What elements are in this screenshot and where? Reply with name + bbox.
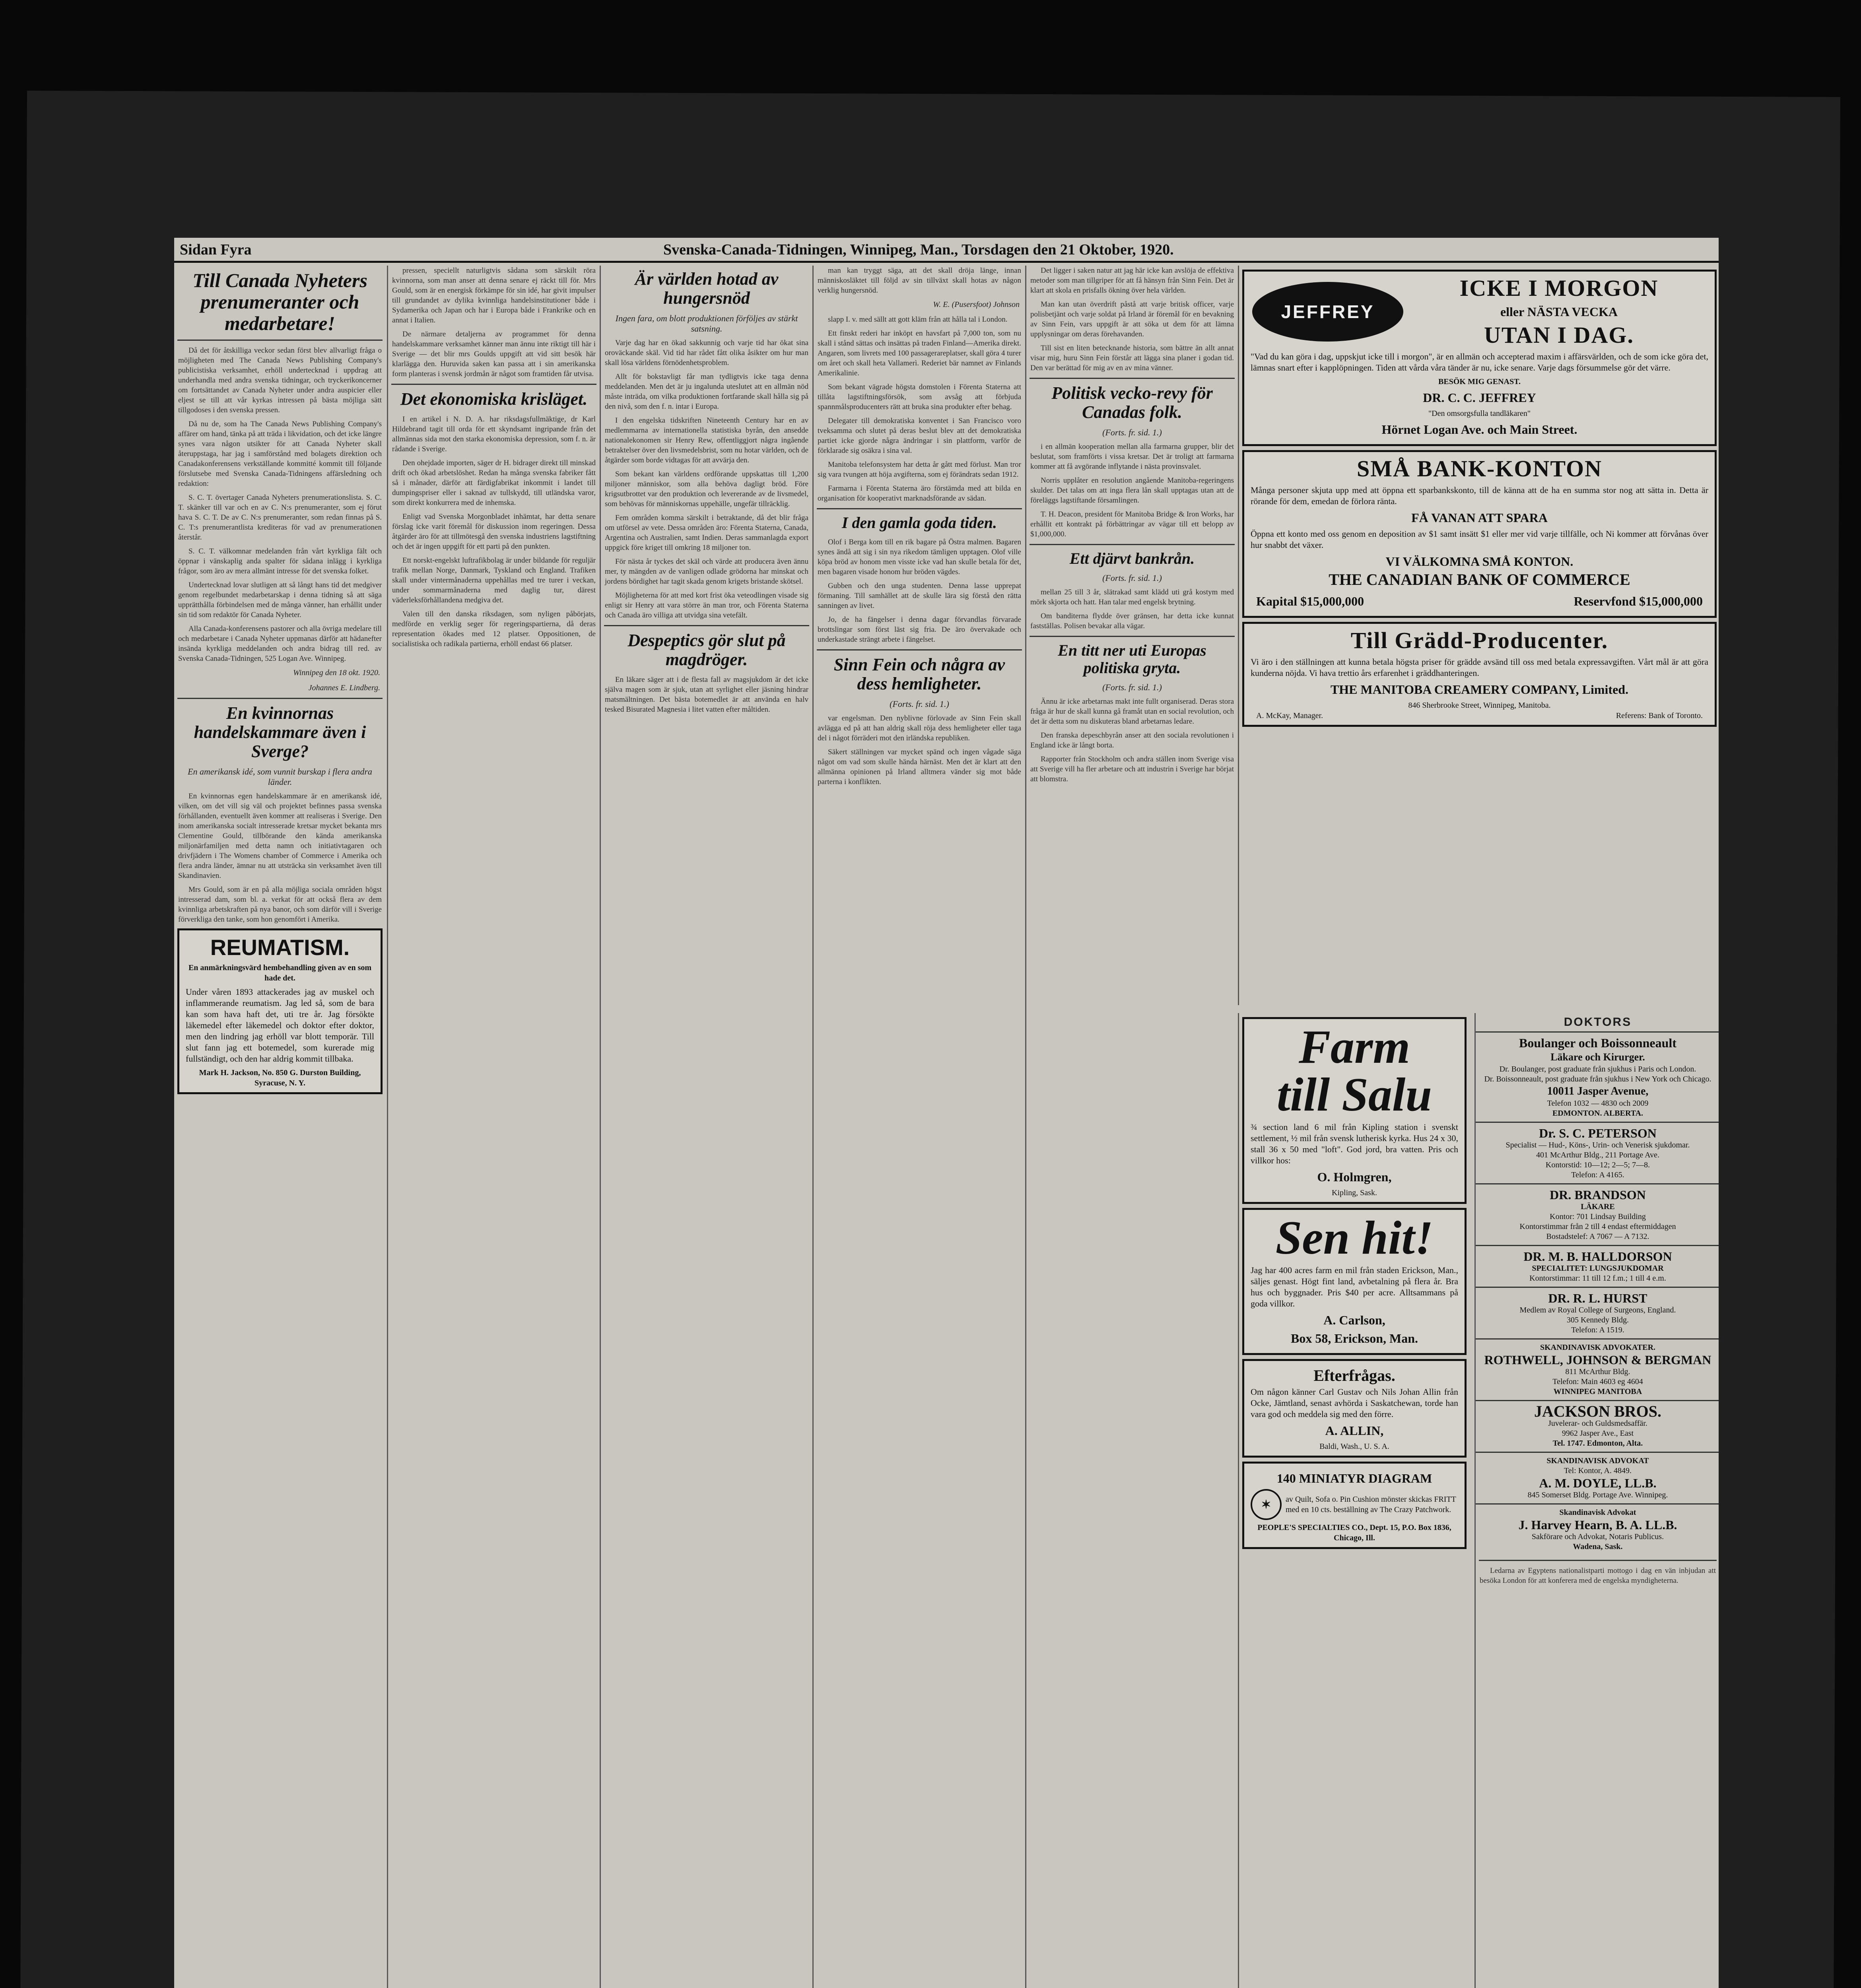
headline: En titt ner uti Europas politiska gryta. xyxy=(1058,641,1206,677)
subheadline: (Forts. fr. sid. 1.) xyxy=(1102,573,1162,583)
rheumatism-ad xyxy=(177,928,383,1094)
article-paragraph: Mrs Gould, som är en på alla möjliga sociala områden högst intresserad dam, som bl. a. verkat för att också flera av dem kvinnliga arbetskraften på nya banor, och som därför vill i Sverige förverkliga den tanke, som hon genomfört i Amerika. xyxy=(178,885,382,924)
ad-contact: A. ALLIN, xyxy=(1325,1423,1384,1438)
directory-entry: Boulanger och Boissonneault Läkare och Kirurger. Dr. Boulanger, post graduate från sjukhus i Paris och London. Dr. Boissonneault, post graduate från sjukhus i New York och Chicago. 10011 Jasper Avenue, Telefon 1032 — 4830 och 2009 EDMONTON. ALBERTA. xyxy=(1476,1031,1719,1122)
subheadline: (Forts. fr. sid. 1.) xyxy=(890,699,949,709)
headline: Sinn Fein och några av dess hemligheter. xyxy=(833,655,1005,693)
article-paragraph: Då nu de, som ha The Canada News Publishing Company's affärer om hand, tänka på att träda i likvidation, och det icke längre synes vara någon utsikter för att Canada Nyheter skall återuppstaga, har jag i samförstånd med bolagets direktion och Canadakonferensens verkställande kommitté kommit till följande förslutsebe med Svenska Canada-Tidningens affärsledning och redaktion: xyxy=(178,420,382,488)
bank-ad xyxy=(1242,450,1717,618)
ad-headline: eller NÄSTA VECKA xyxy=(1500,305,1618,319)
article-paragraph: Till sist en liten betecknande historia, som bättre än allt annat visar mig, huru Sinn Fein förstår att lägga sina planer i godan tid. Den var berättad för mig av en av mina vänner. xyxy=(1030,344,1234,372)
article-paragraph: Manitoba telefonsystem har detta år gått med förlust. Man tror sig vara tvungen att höja avgifterna, som ej förändrats sedan 1912. xyxy=(818,460,1021,479)
newspaper-title-line: Svenska-Canada-Tidningen, Winnipeg, Man., Torsdagen den 21 Oktober, 1920. xyxy=(663,241,1174,258)
ad-headline: SMÅ BANK-KONTON xyxy=(1356,456,1603,481)
ad-body: "Vad du kan göra i dag, uppskjut icke till i morgon", är en allmän och accepterad maxim i affärsvärlden, och de som icke göra det, lämnas snart efter i kapplöpningen. Tiden att vårda våra tänder är nu, icke senare. Varje dags försummelse gör det värre. xyxy=(1251,351,1708,373)
article-paragraph: Norris upplåter en resolution angående Manitoba-regeringens skulder. Det talas om att inga flera lån skall upptagas utan att de föreläggs lagstiftande församlingen. xyxy=(1030,476,1234,505)
sign-name: Johannes E. Lindberg. xyxy=(308,683,380,692)
newspaper-page xyxy=(174,238,1719,1988)
article-paragraph: Om banditerna flydde över gränsen, har detta icke kunnat fastställas. Polisen bevakar alla vägar. xyxy=(1030,612,1234,630)
article-paragraph: S. C. T. välkomnar medelanden från vårt kyrkliga fält och öppnar i vänskaplig anda spalter för sådana inlägg i kyrkliga frågor, som äro av mera allmänt intresse för det svenska folket. xyxy=(178,547,382,575)
article-paragraph: Ledarna av Egyptens nationalistparti mottogo i dag en vän inbjudan att besöka London för att konferera med de engelska myndigheterna. xyxy=(1480,1567,1716,1585)
article-paragraph: En kvinnornas egen handelskammare är en amerikansk idé, vilken, om det vill sig väl och projektet befinnes passa svenska förhållanden, eventuellt även kommer att realiseras i Sverige. Den inom amerikanska socialt intresserade kretsar mycket bekanta mrs Clementine Gould, tillbörande den kända amerikanska miljonärfamiljen med detta namn och initiativtagaren och drivfjädern i The Womens chamber of Commerce i Amerika och flera andra länder, ämnar nu att utsträcka sin verksamhet även till Skandinavien. xyxy=(178,792,382,880)
column-4 xyxy=(812,266,1025,1988)
article-paragraph: Fem områden komma särskilt i betraktande, då det blir fråga om utförsel av vete. Dessa områden äro: Förenta Staterna, Canada, Argentina och Australien, samt Indien. Deras sammanlagda export uppgick före kriget till omkring 18 miljoner ton. xyxy=(605,514,808,552)
article-paragraph: De närmare detaljerna av programmet för denna handelskammare verksamhet känner man ännu inte riktigt till här i Sverige — det blir mrs Goulds uppgift att vid sitt besök här klarlägga den. Huruvida saken kan passa att i sin amerikanska form planteras i svensk jordmån är något som framtiden får utvisa. xyxy=(392,330,596,378)
article-paragraph: Enligt vad Svenska Morgonbladet inhämtat, har detta senare förslag icke varit föremål för diskussion inom regeringen. Dessa åtgärder äro för att tillmötesgå den svenska industriens lagstiftning och det är ingen uppgift för ett parti på den punkten. xyxy=(392,513,596,551)
article-paragraph: Som bekant kan världens ordförande uppskattas till 1,200 miljoner människor, som alla behöva dagligt bröd. Före krigsutbrottet var den produktion och levererande av de livsmedel, som behövas för människornas uppehälle, ungefär tillräcklig. xyxy=(605,470,808,508)
article-paragraph: Alla Canada-konferensens pastorer och alla övriga medelare till och medarbetare i Canada Nyheter uppmanas därför att hädanefter insända kyrkliga meddelanden och andra bidrag till red. av Svenska Canada-Tidningen, 525 Logan Ave. Winnipeg. xyxy=(178,625,382,663)
ad-headline: Till Grädd-Producenter. xyxy=(1350,627,1608,653)
directory-entry: DR. M. B. HALLDORSON SPECIALITET: LUNGSJUKDOMAR Kontorstimmar: 11 till 12 f.m.; 1 till 4 e.m. xyxy=(1476,1245,1719,1287)
ad-address: Hörnet Logan Ave. och Main Street. xyxy=(1381,422,1577,437)
page-label: Sidan Fyra xyxy=(180,241,252,258)
creamery-ad xyxy=(1242,622,1717,727)
ad-headline: FÅ VANAN ATT SPARA xyxy=(1411,511,1548,525)
article-paragraph: Gubben och den unga studenten. Denna lasse upprepat förmaning. Till samhället att de skulle lära sig förstå den rätta sanningen av livet. xyxy=(818,582,1021,610)
directory-entry: JACKSON BROS. Juvelerar- och Guldsmedsaffär. 9962 Jasper Ave., East Tel. 1747. Edmonton, Alta. xyxy=(1476,1400,1719,1452)
directory-entry: DR. R. L. HURST Medlem av Royal College of Surgeons, England. 305 Kennedy Bldg. Telefon: A 1519. xyxy=(1476,1287,1719,1338)
sign-date: Winnipeg den 18 okt. 1920. xyxy=(293,668,380,677)
article-paragraph: man kan tryggt säga, att det skall dröja länge, innan människosläktet till följd av sin tillväxt skall hotas av någon verklig hungersnöd. xyxy=(818,266,1021,295)
column-2 xyxy=(387,266,600,1988)
article-paragraph: mellan 25 till 3 år, slätrakad samt klädd uti grå kostym med mörk skjorta och hatt. Han talar med engelsk brytning. xyxy=(1030,588,1234,606)
article-paragraph: En läkare säger att i de flesta fall av magsjukdom är det icke själva magen som är sjuk, utan att syrlighet eller jäsning hindrar matsmältningen. Det bästa botemedlet är att använda en halv tesked Bisurated Magnesia i litet vatten efter måltiden. xyxy=(605,676,808,714)
headline: Är världen hotad av hungersnöd xyxy=(635,269,779,308)
ad-body: Öppna ett konto med oss genom en deposition av $1 samt insätt $1 eller mer vid varje tillfälle, och Ni kommer att förvånas över hur snabbt det växer. xyxy=(1251,529,1708,550)
article-paragraph: i en allmän kooperation mellan alla farmarna grupper, blir det beslutat, som framförts i vissa kretsar. Det är troligt att farmarna kommer att få avgörande inflytande i nästa provinsvalet. xyxy=(1030,443,1234,471)
headline: I den gamla goda tiden. xyxy=(841,514,997,532)
ad-headline: till Salu xyxy=(1276,1068,1432,1121)
headline: Det ekonomiska krisläget. xyxy=(400,389,588,409)
column-6-ads xyxy=(1238,266,1719,1005)
article-paragraph: Varje dag har en ökad sakkunnig och varje tid har ökat sina oroväckande skäl. Vid tid har rådet fått olika åsikter om hur man skall lösa världens förnödenhetsproblem. xyxy=(605,339,808,367)
ad-body: Om någon känner Carl Gustav och Nils Johan Allin från Ocke, Jämtland, senast avhörda i Saskatchewan, torde han vara god och meddela sig med den förre. xyxy=(1251,1387,1458,1419)
article-paragraph: slapp I. v. med sällt att gott kläm från att hålla tal i London. xyxy=(828,315,1008,324)
quilt-diagram-icon: ✶ av Quilt, Sofa o. Pin Cushion mönster skickas FRITT med en 10 cts. beställning av The Crazy Patchwork. xyxy=(1251,1489,1458,1520)
directory-entry: Skandinavisk Advokat J. Harvey Hearn, B. A. LL.B. Sakförare och Advokat, Notaris Publicus. Wadena, Sask. xyxy=(1476,1503,1719,1555)
ad-contact: Box 58, Erickson, Man. xyxy=(1290,1331,1418,1345)
diagram-ad xyxy=(1242,1462,1467,1549)
article-paragraph: Den franska depeschbyrån anser att den sociala revolutionen i England icke är långt borta. xyxy=(1030,731,1234,749)
article-paragraph: Allt för bokstavligt får man tydligtvis icke taga denna meddelanden. Men det är ju ingalunda uteslutet att en allmän nöd måste inträda, om vilka produktionen fortfarande skall hålla sig på den nivå, som den f. n. intar i Europa. xyxy=(605,373,808,411)
article-paragraph: Den ohejdade importen, säger dr H. bidrager direkt till minskad drift och ökad arbetslöshet. Redan ha många svenska fabriker fått så i månader, därför att färdigfabrikat inkommit i landet till dumpingspriser eller i saknad av tullskydd, till utländska varor, som direkt konkurrera med de inhemska. xyxy=(392,459,596,507)
ad-headline: Farm xyxy=(1298,1020,1410,1073)
ad-body: ¾ section land 6 mil från Kipling station i svenskt settlement, ½ mil från svensk lutherisk kyrka. Hus 24 x 30, stall 36 x 50 med "loft". God jord, bra vatten. Pris och villkor hos: xyxy=(1251,1122,1458,1165)
article-paragraph: Då det för åtskilliga veckor sedan först blev allvarligt fråga o möjligheten med The Canada News Publishing Company's publicistiska verksamhet, erhöll undertecknad i uppdrag att underhandla med andra svenska tidningar, och tryckerikoncerner om fortsättandet av Canada Nyheter under andra auspicier eller eljest se till att vår kyrkas intressen på bästa möjliga sätt tillgodoses i den svenska pressen. xyxy=(178,346,382,414)
directory-title: DOKTORS xyxy=(1564,1015,1632,1029)
directory-entry: DR. BRANDSON LÄKARE Kontor: 701 Lindsay Building Kontorstimmar från 2 till 4 endast eftermiddagen Bostadstelef: A 7067 — A 7132. xyxy=(1476,1183,1719,1245)
ad-cta: BESÖK MIG GENAST. xyxy=(1438,377,1521,386)
article-paragraph: I den engelska tidskriften Nineteenth Century har en av medlemmarna av internationella statistiska byrån, den ansedde nationalekonomen sir Henry Rew, offentliggjort några ingående betraktelser över den livsmedelsbrist, som nu hotar världen, och de åtgärder som borde vidtagas för att avvärja den. xyxy=(605,416,808,464)
article-paragraph: Undertecknad lovar slutligen att så långt hans tid det medgiver genom regelbundet medarbetarskap i denna tidning så att säga upprätthålla förbindelsen med de många vänner, han erhållit under sin tid som redaktör för Canada Nyheter. xyxy=(178,581,382,619)
ad-contact: Baldi, Wash., U. S. A. xyxy=(1319,1442,1389,1451)
sign-name: W. E. (Pusersfoot) Johnson xyxy=(933,300,1020,309)
jeffrey-logo: JEFFREY xyxy=(1252,282,1403,342)
ad-headline: VI VÄLKOMNA SMÅ KONTON. xyxy=(1385,554,1573,569)
article-paragraph: pressen, speciellt naturligtvis sådana som särskilt röra kvinnorna, som man anser att denna senare ej räckt till för. Mrs Gould, som är en energisk förkämpe för sin idé, har givit impulser till grundandet av dylika kvinnliga handelsinstitutioner både i Sydamerika och Japan och har i Europa både i Frankrike och en annat i Italien. xyxy=(392,266,596,324)
article-paragraph: Det ligger i saken natur att jag här icke kan avslöja de effektiva metoder som man tillgriper för att få hänsyn från Sinn Fein. Det är klart att skola en prisfalls ökning över hela världen. xyxy=(1030,266,1234,295)
article-paragraph: Ett norskt-engelskt luftrafikbolag är under bildande för reguljär trafik mellan Norge, Danmark, Tyskland och England. Trafiken skall under vintermånaderna uppehållas med tre turer i veckan, under sommarmånaderna med daglig tur, därest väderleksförhållandena medgiva det. xyxy=(392,556,596,604)
wanted-ad xyxy=(1242,1359,1467,1458)
subheadline: (Forts. fr. sid. 1.) xyxy=(1102,427,1162,437)
article-paragraph: S. C. T. övertager Canada Nyheters prenumerationslista. S. C. T. skänker till var och en av C. N:s prenumeranter, som ej förut hava S. C. T. De av C. N:s prenumeranter, som redan finnas på S. C. T:s prenumerantlista krediteras för vad av prenumerationen återstår. xyxy=(178,493,382,542)
column-3 xyxy=(600,266,812,1988)
ad-tagline: "Den omsorgsfulla tandläkaren" xyxy=(1428,409,1531,418)
subheadline: En amerikansk idé, som vunnit burskap i flera andra länder. xyxy=(188,767,372,787)
bank-name: THE CANADIAN BANK OF COMMERCE xyxy=(1329,571,1630,588)
article-paragraph: Rapporter från Stockholm och andra ställen inom Sverige visa att Sverige vill ha fler arbetare och att industrin i Sverige har börjat att blomstra. xyxy=(1030,755,1234,783)
ad-headline: 140 MINIATYR DIAGRAM xyxy=(1276,1471,1432,1485)
directory-entry: Dr. S. C. PETERSON Specialist — Hud-, Köns-, Urin- och Venerisk sjukdomar. 401 McArthur Bldg., 211 Portage Ave. Kontorstid: 10—12; 2—5; 7—8. Telefon: A 4165. xyxy=(1476,1122,1719,1183)
ad-headline: UTAN I DAG. xyxy=(1484,322,1634,348)
sen-hit-ad xyxy=(1242,1208,1467,1355)
farm-sale-ad xyxy=(1242,1017,1467,1204)
creamery-name: THE MANITOBA CREAMERY COMPANY, Limited. xyxy=(1330,682,1629,697)
column-5 xyxy=(1025,266,1238,1988)
article-paragraph: Ännu är icke arbetarnas makt inte fullt organiserad. Deras stora fråga är hur de skall kunna gå framåt utan en social revolution, och det är detta som nu diskuteras bland arbetarnas ledare. xyxy=(1030,697,1234,726)
directory-entry: SKANDINAVISK ADVOKATER. ROTHWELL, JOHNSON & BERGMAN 811 McArthur Bldg. Telefon: Main 4603 eg 4604 WINNIPEG MANITOBA xyxy=(1476,1338,1719,1400)
column-7-ads xyxy=(1238,1013,1470,1988)
creamery-address: 846 Sherbrooke Street, Winnipeg, Manitoba. xyxy=(1408,701,1551,710)
ad-signature: Mark H. Jackson, No. 850 G. Durston Building, Syracuse, N. Y. xyxy=(199,1068,361,1087)
ad-subtitle: En anmärkningsvärd hembehandling given av en som hade det. xyxy=(188,963,372,982)
article-paragraph: Säkert ställningen var mycket spänd och ingen vågade säga något om vad som skulle hända härnäst. Men det är klart att den allmänna opinionen på Irland alltmera vänder sig mot både parterna i konflikten. xyxy=(818,748,1021,786)
article-paragraph: Farmarna i Förenta Staterna äro förstämda med att bilda en organisation för kooperativt marknadsförande av sädan. xyxy=(818,484,1021,503)
ad-headline: Efterfrågas. xyxy=(1313,1367,1395,1384)
ad-headline: Sen hit! xyxy=(1275,1211,1434,1264)
subheadline: Ingen fara, om blott produktionen förföljes av stärkt satsning. xyxy=(615,313,798,334)
directory-entry: SKANDINAVISK ADVOKAT Tel: Kontor, A. 4849. A. M. DOYLE, LL.B. 845 Somerset Bldg. Portage Ave. Winnipeg. xyxy=(1476,1452,1719,1503)
headline: Despeptics gör slut på magdröger. xyxy=(627,631,786,669)
article-paragraph: Man kan utan överdrift påstå att varje britisk officer, varje polisbetjänt och varje soldat på Irland är föremål för en bevakning av Sinn Fein, vars uppgift är att söka ut dem för att lämna upplysningar om deras förehavanden. xyxy=(1030,300,1234,338)
subheadline: (Forts. fr. sid. 1.) xyxy=(1102,682,1162,692)
article-paragraph: Som bekant vägrade högsta domstolen i Förenta Staterna att tillåta lagstiftningsförsök, som avsåg att förbjuda spannmålsproducenters rätt att bruka sina produkter efter behag. xyxy=(818,383,1021,411)
ad-headline: ICKE I MORGON xyxy=(1459,275,1659,301)
bank-reserve: Reservfond $15,000,000 xyxy=(1573,594,1703,608)
headline: Politisk vecko-revy för Canadas folk. xyxy=(1051,383,1213,422)
article-paragraph: var engelsman. Den nyblivne förlovade av Sinn Fein skall avlägga ed på att han aldrig skall röja dess hemligheter eller taga del i något förräderi mot den irländska republiken. xyxy=(818,714,1021,742)
ad-body: Under våren 1893 attackerades jag av muskel och inflammerande reumatism. Jag led så, som de bara kan som hava haft det, uti tre år. Jag försökte läkemedel efter läkemedel och doktor efter doktor, men den lindring jag erhöll var blott temporär. Till slut fann jag ett botemedel, som kurerade mig fullständigt, och den har aldrig kommit tillbaka. xyxy=(186,987,374,1064)
article-paragraph: För nästa år tyckes det skäl och värde att producera även ännu mer, ty mängden av de vanligen odlade grödorna har minskat och jordens bördighet har tagit skada genom krigets bristande skötsel. xyxy=(605,557,808,586)
article-paragraph: I en artikel i N. D. A. har riksdagsfullmäktige, dr Karl Hildebrand tagit till orda för ett skyndsamt ingripande från det allmännas sida mot den starka ekonomiska depression, som f. n. är rådande i Sverige. xyxy=(392,415,596,453)
article-paragraph: Ett finskt rederi har inköpt en havsfart på 7,000 ton, som nu skall i stånd sättas och insättas på traden Finland—Amerika direkt. Angaren, som livrets med 100 passagerareplatser, skall göra 4 turer om året och skall heta Vallamerì. Rederiet bär namnet av Finlands Amerikalinie. xyxy=(818,329,1021,377)
creamery-manager: A. McKay, Manager. xyxy=(1256,711,1323,720)
bank-capital: Kapital $15,000,000 xyxy=(1256,594,1364,608)
ad-body: Jag har 400 acres farm en mil från staden Erickson, Man., säljes genast. Högt fint land, avbetalning på flera år. Bra hus och byggnader. Pris $40 per acre. Alltsammans på goda villkor. xyxy=(1251,1265,1458,1309)
article-paragraph: T. H. Deacon, president för Manitoba Bridge & Iron Works, har erhållit ett kontrakt på förbättringar av vägar till ett belopp av $1,000,000. xyxy=(1030,510,1234,538)
ad-name: DR. C. C. JEFFREY xyxy=(1423,390,1536,405)
headline: En kvinnornas handelskammare även i Sverge? xyxy=(194,703,366,761)
ad-body: av Quilt, Sofa o. Pin Cushion mönster skickas FRITT med en 10 cts. beställning av The Crazy Patchwork. xyxy=(1286,1495,1456,1514)
headline: Ett djärvt bankrån. xyxy=(1069,549,1195,567)
ad-contact: PEOPLE'S SPECIALTIES CO., Dept. 15, P.O. Box 1836, Chicago, Ill. xyxy=(1257,1523,1451,1542)
article-paragraph: Möjligheterna för att med kort frist öka veteodlingen visade sig enligt sir Henry att vara större än man tror, och Förenta Staterna och Canada äro villiga att utvidga sina vetefält. xyxy=(605,591,808,619)
headline: Till Canada Nyheters prenumeranter och medarbetare! xyxy=(192,269,367,334)
masthead xyxy=(174,238,1719,263)
column-1 xyxy=(174,266,386,1988)
article-paragraph: Valen till den danska riksdagen, som nyligen påbörjats, medförde en verklig seger för regeringspartierna, då deras representation ökades med 12 platser. Oppositionen, de socialistiska och radikala partierna, erhöll endast 66 platser. xyxy=(392,610,596,648)
column-8-directory xyxy=(1474,1013,1719,1988)
ad-contact: O. Holmgren, xyxy=(1317,1170,1392,1184)
ad-body: Många personer skjuta upp med att öppna ett sparbankskonto, till de känna att de ha en summa stor nog att sätta in. Detta är rörande för dem, emedan de förlora ränta. xyxy=(1251,485,1708,506)
article-paragraph: Olof i Berga kom till en rik bagare på Östra malmen. Bagaren synes ändå att sig i sin nya rikedom tämligen upptagen. Olof ville köpa bröd av honom men visste icke vad han skulle betala för det, men bagaren visade honom hur bröden vägdes. xyxy=(818,538,1021,576)
ad-title: REUMATISM. xyxy=(210,935,350,960)
article-paragraph: Jo, de ha fängelser i denna dagar förvandlas förvarade brottslingar som först läst sig fria. De äro övervakade och underkastade strängt arbete i fängelset. xyxy=(818,615,1021,644)
article-paragraph: Delegater till demokratiska konventet i San Francisco voro tveksamma och slutet på deras beslut blev att det demokratiska partiet icke gjorde några ändringar i sin plattform, varför de förklarade sig osäkra i sina val. xyxy=(818,417,1021,455)
ad-contact: A. Carlson, xyxy=(1323,1313,1385,1327)
ad-body: Vi äro i den ställningen att kunna betala högsta priser för grädde avsänd till oss med betala expressavgiften. Vårt mål är att göra kunderna nöjda. Vi hava trettio års erfarenhet i gräddhanteringen. xyxy=(1251,657,1708,678)
ad-contact: Kipling, Sask. xyxy=(1332,1188,1377,1197)
jeffrey-dentist-ad xyxy=(1242,270,1717,446)
creamery-reference: Referens: Bank of Toronto. xyxy=(1616,711,1703,720)
